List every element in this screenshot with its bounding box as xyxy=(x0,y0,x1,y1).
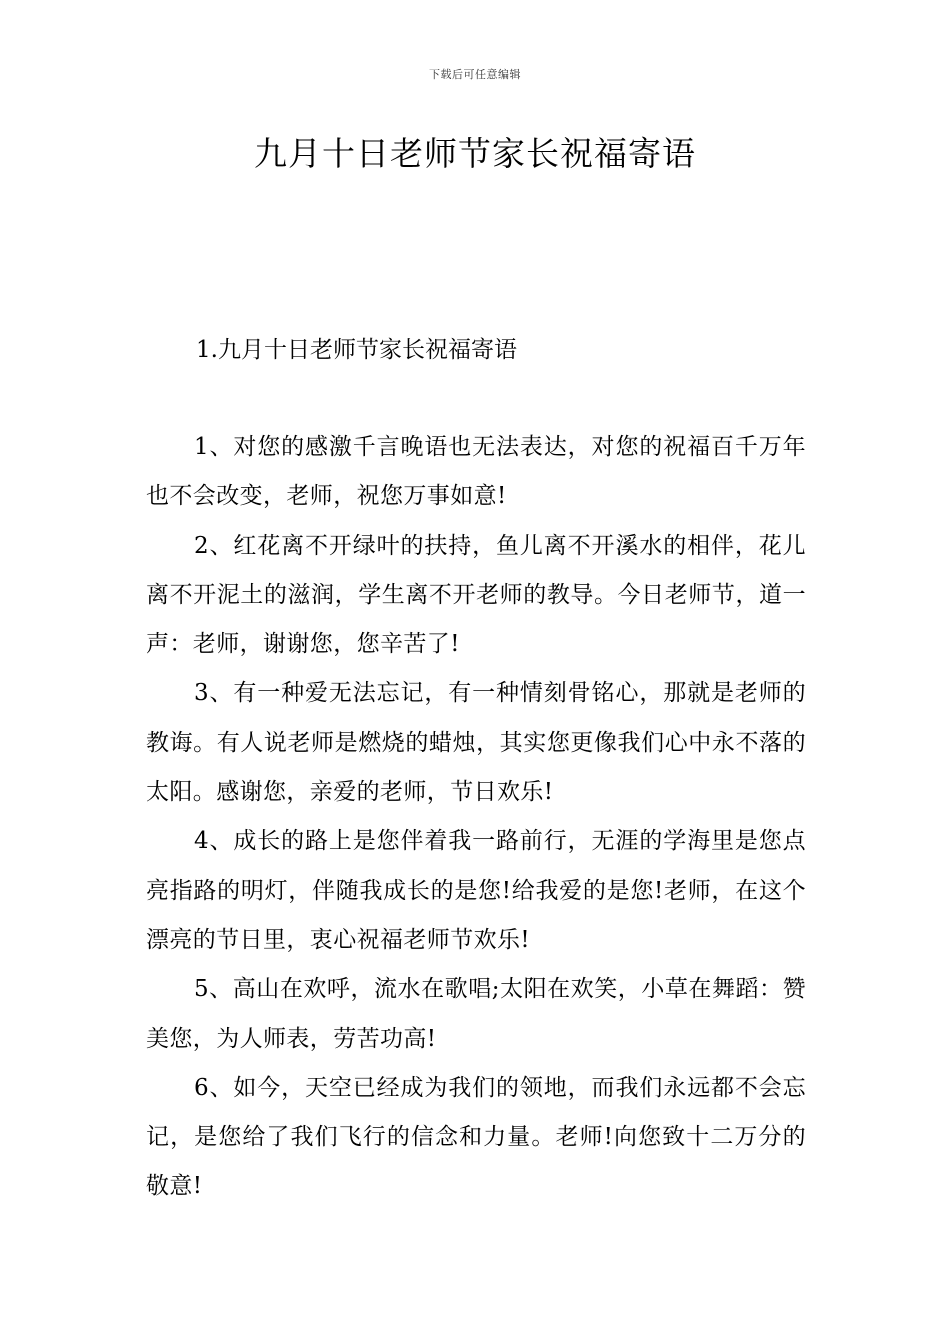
paragraph: 4、成长的路上是您伴着我一路前行，无涯的学海里是您点亮指路的明灯，伴随我成长的是您!给我爱的是您!老师，在这个漂亮的节日里，衷心祝福老师节欢乐! xyxy=(146,828,806,953)
document-body xyxy=(146,423,806,1212)
paragraph: 3、有一种爱无法忘记，有一种情刻骨铭心，那就是老师的教诲。有人说老师是燃烧的蜡烛，其实您更像我们心中永不落的太阳。感谢您，亲爱的老师，节日欢乐! xyxy=(146,680,806,806)
paragraph: 5、高山在欢呼，流水在歌唱;太阳在欢笑，小草在舞蹈：赞美您，为人师表，劳苦功高! xyxy=(146,976,806,1052)
section-heading: 1.九月十日老师节家长祝福寄语 xyxy=(196,337,517,363)
paragraph: 6、如今，天空已经成为我们的领地，而我们永远都不会忘记，是您给了我们飞行的信念和力量。老师!向您致十二万分的敬意! xyxy=(146,1074,806,1200)
paragraph: 1、对您的感激千言晚语也无法表达，对您的祝福百千万年也不会改变，老师，祝您万事如意! xyxy=(146,434,806,510)
document-title: 九月十日老师节家长祝福寄语 xyxy=(254,134,696,173)
paragraph: 2、红花离不开绿叶的扶持，鱼儿离不开溪水的相伴，花儿离不开泥土的滋润，学生离不开老师的教导。今日老师节，道一声：老师，谢谢您，您辛苦了! xyxy=(146,532,806,658)
header-note: 下载后可任意编辑 xyxy=(429,68,521,81)
